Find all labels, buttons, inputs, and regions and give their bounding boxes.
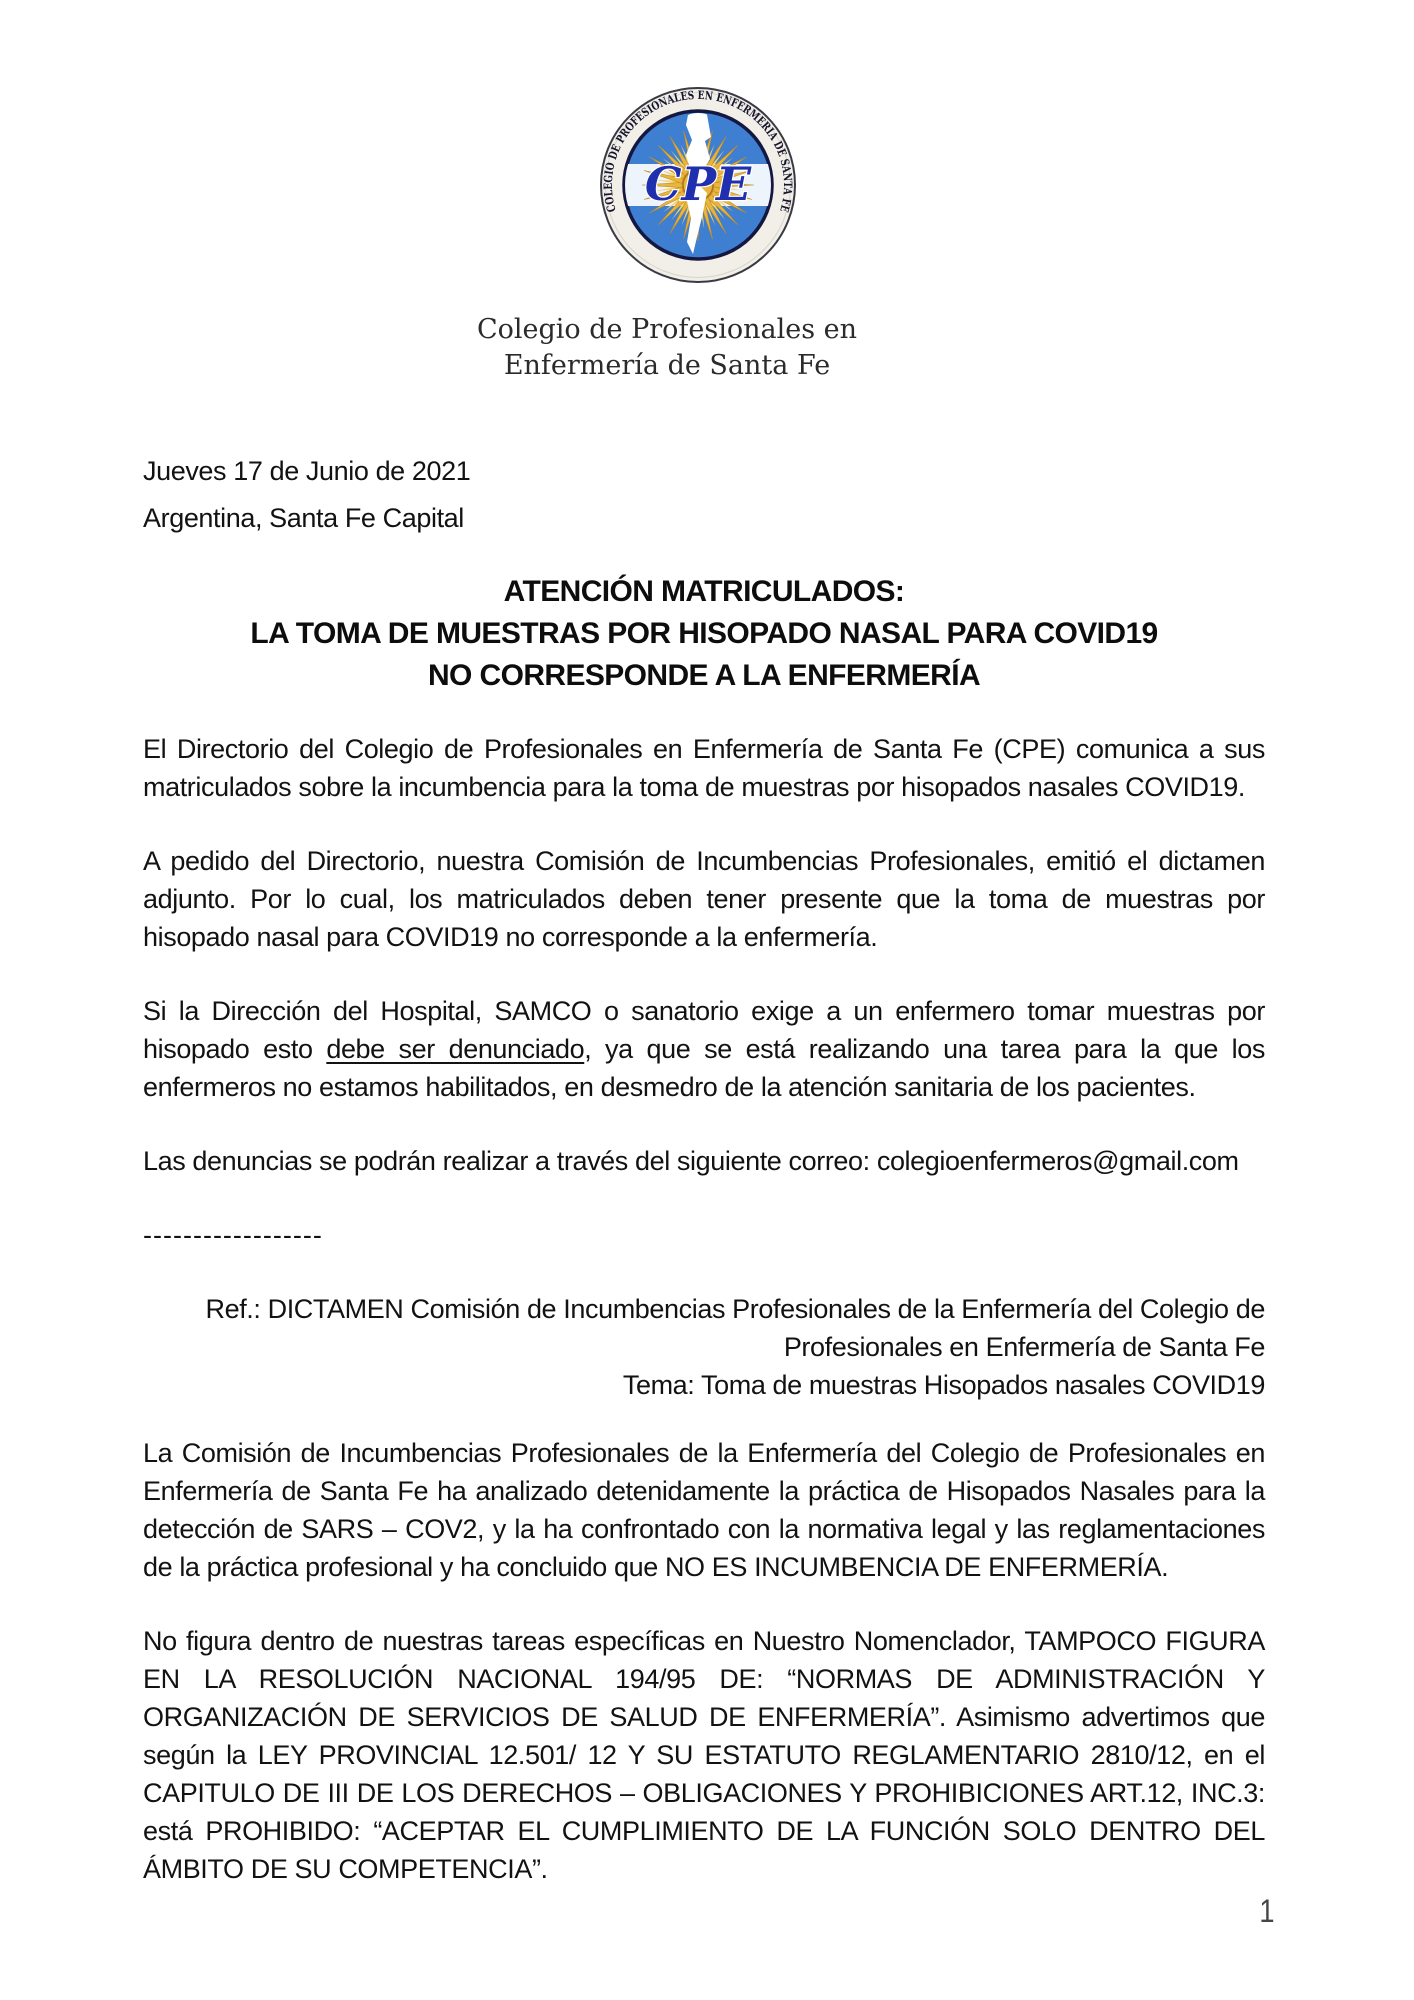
org-name xyxy=(0,312,1334,384)
date-text: Jueves 17 de Junio de 2021 xyxy=(143,456,471,486)
page-number: 1 xyxy=(1259,1893,1275,1929)
email-address: colegioenfermeros@gmail.com xyxy=(876,1146,1239,1176)
paragraph-denuncia-pre: Si la Dirección del Hospital, SAMCO o sanatorio exige a un enfermero tomar muestras por hisopado esto xyxy=(143,996,1265,1064)
ref-line1: Ref.: DICTAMEN Comisión de Incumbencias Profesionales de la Enfermería del Colegio de xyxy=(205,1294,1265,1324)
paragraph-normativa: No figura dentro de nuestras tareas específicas en Nuestro Nomenclador, TAMPOCO FIGURA EN LA RESOLUCIÓN NACIONAL 194/95 DE: “NORMAS DE ADMINISTRACIÓN Y ORGANIZACIÓN DE SERVICIOS DE SALUD DE ENFERMERÍA”. Asimismo advertimos que según la LEY PROVINCIAL 12.501/ 12 Y SU ESTATUTO REGLAMENTARIO 2810/12, en el CAPITULO DE III DE LOS DERECHOS – OBLIGACIONES Y PROHIBICIONES ART.12, INC.3: está PROHIBIDO: “ACEPTAR EL CUMPLIMIENTO DE LA FUNCIÓN SOLO DENTRO DEL ÁMBITO DE SU COMPETENCIA”. xyxy=(143,1626,1265,1884)
logo-acronym: CPE xyxy=(644,157,752,211)
paragraph-communique: El Directorio del Colegio de Profesionales en Enfermería de Santa Fe (CPE) comunica a sus matriculados sobre la incumbencia para la toma de muestras por hisopados nasales COVID19. xyxy=(143,734,1265,802)
paragraph-correo xyxy=(143,1142,1265,1180)
document-headline xyxy=(143,571,1265,697)
document-body xyxy=(143,730,1265,1924)
org-name-line1: Colegio de Profesionales en xyxy=(476,314,858,345)
paragraph-conclusion: La Comisión de Incumbencias Profesionales de la Enfermería del Colegio de Profesionales en Enfermería de Santa Fe ha analizado detenidamente la práctica de Hisopados Nasales para la detección de SARS – COV2, y la ha confrontado con la normativa legal y las reglamentaciones de la práctica profesional y ha concluido que NO ES INCUMBENCIA DE ENFERMERÍA. xyxy=(143,1438,1265,1582)
logo-ring-text: COLEGIO DE PROFESIONALES EN ENFERMERIA DE SANTA FE xyxy=(600,87,796,216)
reference-block xyxy=(143,1290,1265,1404)
cpe-logo-badge-icon xyxy=(598,85,798,285)
paragraph-denuncia xyxy=(143,992,1265,1106)
place-text: Argentina, Santa Fe Capital xyxy=(143,503,464,533)
ref-line2: Profesionales en Enfermería de Santa Fe xyxy=(783,1332,1265,1362)
ref-line3: Tema: Toma de muestras Hisopados nasales COVID19 xyxy=(622,1370,1265,1400)
headline-line1: ATENCIÓN MATRICULADOS: xyxy=(503,575,905,608)
paragraph-dictamen: A pedido del Directorio, nuestra Comisión de Incumbencias Profesionales, emitió el dictamen adjunto. Por lo cual, los matriculados deben tener presente que la toma de muestras por hisopado nasal para COVID19 no corresponde a la enfermería. xyxy=(143,846,1265,952)
underlined-phrase: debe ser denunciado xyxy=(326,1034,585,1064)
org-name-line2: Enfermería de Santa Fe xyxy=(503,350,831,381)
correo-label: Las denuncias se podrán realizar a través del siguiente correo: xyxy=(143,1146,877,1176)
dateline xyxy=(143,448,470,542)
paragraph-denuncia-post: , ya que se está realizando una tarea para la que los enfermeros no estamos habilitados, en desmedro de la atención sanitaria de los pacientes. xyxy=(143,1034,1265,1102)
dashed-separator: ------------------ xyxy=(143,1220,323,1250)
headline-line3: NO CORRESPONDE A LA ENFERMERÍA xyxy=(427,659,981,692)
headline-line2: LA TOMA DE MUESTRAS POR HISOPADO NASAL PARA COVID19 xyxy=(250,617,1158,650)
cpe-logo xyxy=(598,85,798,285)
